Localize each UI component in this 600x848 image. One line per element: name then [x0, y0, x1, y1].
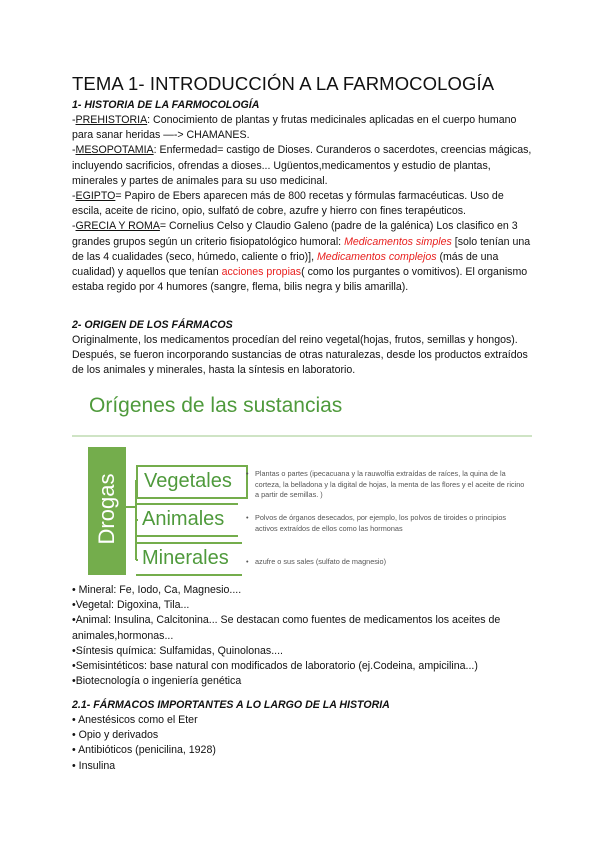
diagram-title: Orígenes de las sustancias — [89, 394, 343, 417]
category-vegetales: Vegetales — [136, 465, 248, 499]
list-item: • Anestésicos como el Eter — [72, 714, 198, 726]
highlight-text: acciones propias — [221, 266, 302, 279]
origins-diagram — [72, 377, 532, 580]
paragraph-text: [solo tenían una de las 4 cualidades (seco, húmedo, caliente o frio)], — [72, 235, 531, 263]
root-box — [88, 447, 126, 575]
list-item: •Biotecnología o ingeniería genética — [72, 675, 242, 688]
list-item: •Síntesis química: Sulfamidas, Quinolonas.... — [72, 644, 283, 657]
section-origin — [72, 318, 534, 379]
paragraph-text: = Cornelius Celso y Claudio Galeno (padre de la galénica) Los clasifico en 3 grandes grupos según un criterio fisiopatológico humoral: — [72, 220, 518, 248]
section-heading: 2.1- FÁRMACOS IMPORTANTES A LO LARGO DE LA HISTORIA — [72, 699, 390, 711]
origins-list — [72, 583, 534, 689]
list-item: •Semisintéticos: base natural con modificados de laboratorio (ej.Codeina, ampicilina...) — [72, 660, 478, 673]
list-item: • Antibióticos (penicilina, 1928) — [72, 744, 216, 757]
section-important-drugs — [72, 698, 534, 774]
era-label: GRECIA Y ROMA — [75, 220, 160, 233]
category-description: • azufre o sus sales (sulfato de magnesio) — [255, 557, 530, 568]
era-label: MESOPOTAMIA — [75, 144, 154, 157]
paragraph-text: = Papiro de Ebers aparecen más de 800 recetas y fórmulas farmacéuticas. Uso de escila, aceite de ricino, opio, sulfató de cobre, azufre y hierro con fines terapéuticos. — [72, 190, 504, 218]
list-item: • Mineral: Fe, Iodo, Ca, Magnesio.... — [72, 584, 242, 596]
paragraph-egipto: -EGIPTO= Papiro de Ebers aparecen más de 800 recetas y fórmulas farmacéuticas. Uso de escila, aceite de ricino, opio, sulfató de cobre, azufre y hierro con fines terapéuticos. — [72, 190, 504, 218]
paragraph-text: Originalmente, los medicamentos procedían del reino vegetal(hojas, frutos, semillas y hongos). Después, se fueron incorporando sustancias de otras naturalezas, desde los productos extraídos de los animales y minerales, hasta la síntesis en laboratorio. — [72, 334, 528, 377]
highlight-text: Medicamentos simples — [344, 235, 452, 248]
list-item: •Animal: Insulina, Calcitonina... Se destacan como fuentes de medicamentos los aceites de animales,hormonas... — [72, 614, 501, 642]
paragraph-mesopotamia: -MESOPOTAMIA: Enfermedad= castigo de Dioses. Curanderos o sacerdotes, creencias mágicas, incluyendo sacrificios, ofrendas a dioses... Ugüentos,medicamentos y estudio de plantas, minerales y partes de animales para su uso medicinal. — [72, 144, 532, 187]
category-animales: Animales — [136, 503, 238, 537]
divider — [72, 435, 532, 437]
section-heading: 1- HISTORIA DE LA FARMOCOLOGÍA — [72, 99, 260, 111]
paragraph-text: : Enfermedad= castigo de Dioses. Curanderos o sacerdotes, creencias mágicas, incluyendo sacrificios, ofrendas a dioses... Ugüentos,medicamentos y estudio de plantas, minerales y partes de animales para su uso medicinal. — [72, 144, 532, 187]
paragraph-text: : Conocimiento de plantas y frutas medicinales aplicadas en el cuerpo humano para sanar heridas —-> CHAMANES. — [72, 114, 517, 142]
category-description: • Polvos de órganos desecados, por ejemplo, los polvos de tiroides o principios activos extraídos de ellos como las hormonas — [255, 513, 530, 534]
paragraph-grecia-roma: -GRECIA Y ROMA= Cornelius Celso y Claudio Galeno (padre de la galénica) Los clasifico en 3 grandes grupos según un criterio fisiopatológico humoral: Medicamentos simples [solo tenían una de las 4 cualidades (seco, húmedo, caliente o frio)], Medicamentos complejos (más de una cualidad) y aquellos que tenían acciones propias( como los purgantes o vomitivos). El organismo estaba regido por 4 humores (sangre, flema, bilis negra y bilis amarilla). — [72, 220, 531, 294]
paragraph-text: (más de una cualidad) y aquellos que tenían — [72, 250, 499, 279]
list-item: •Vegetal: Digoxina, Tila... — [72, 599, 190, 612]
category-minerales: Minerales — [136, 542, 242, 576]
highlight-text: Medicamentos complejos — [316, 250, 437, 263]
page-title: TEMA 1- INTRODUCCIÓN A LA FARMOCOLOGÍA — [72, 73, 495, 94]
section-history — [72, 98, 534, 295]
list-item: • Opio y derivados — [72, 729, 159, 742]
category-description: • Plantas o partes (ipecacuana y la rauwolfia extraídas de raíces, la quina de la corteza, la belladona y la digital de hojas, la menta de las flores y el aceite de ricino a partir de semillas. ) — [255, 469, 530, 501]
era-label: EGIPTO — [75, 190, 116, 203]
paragraph-text: ( como los purgantes o vomitivos). El organismo estaba regido por 4 humores (sangre, flema, bilis negra y bilis amarilla). — [72, 266, 528, 294]
paragraph-prehistoria: -PREHISTORIA: Conocimiento de plantas y frutas medicinales aplicadas en el cuerpo humano para sanar heridas —-> CHAMANES. — [72, 114, 517, 142]
era-label: PREHISTORIA — [75, 114, 148, 126]
root-label: Drogas — [94, 473, 119, 545]
list-item: • Insulina — [72, 759, 116, 772]
section-heading: 2- ORIGEN DE LOS FÁRMACOS — [72, 319, 233, 331]
